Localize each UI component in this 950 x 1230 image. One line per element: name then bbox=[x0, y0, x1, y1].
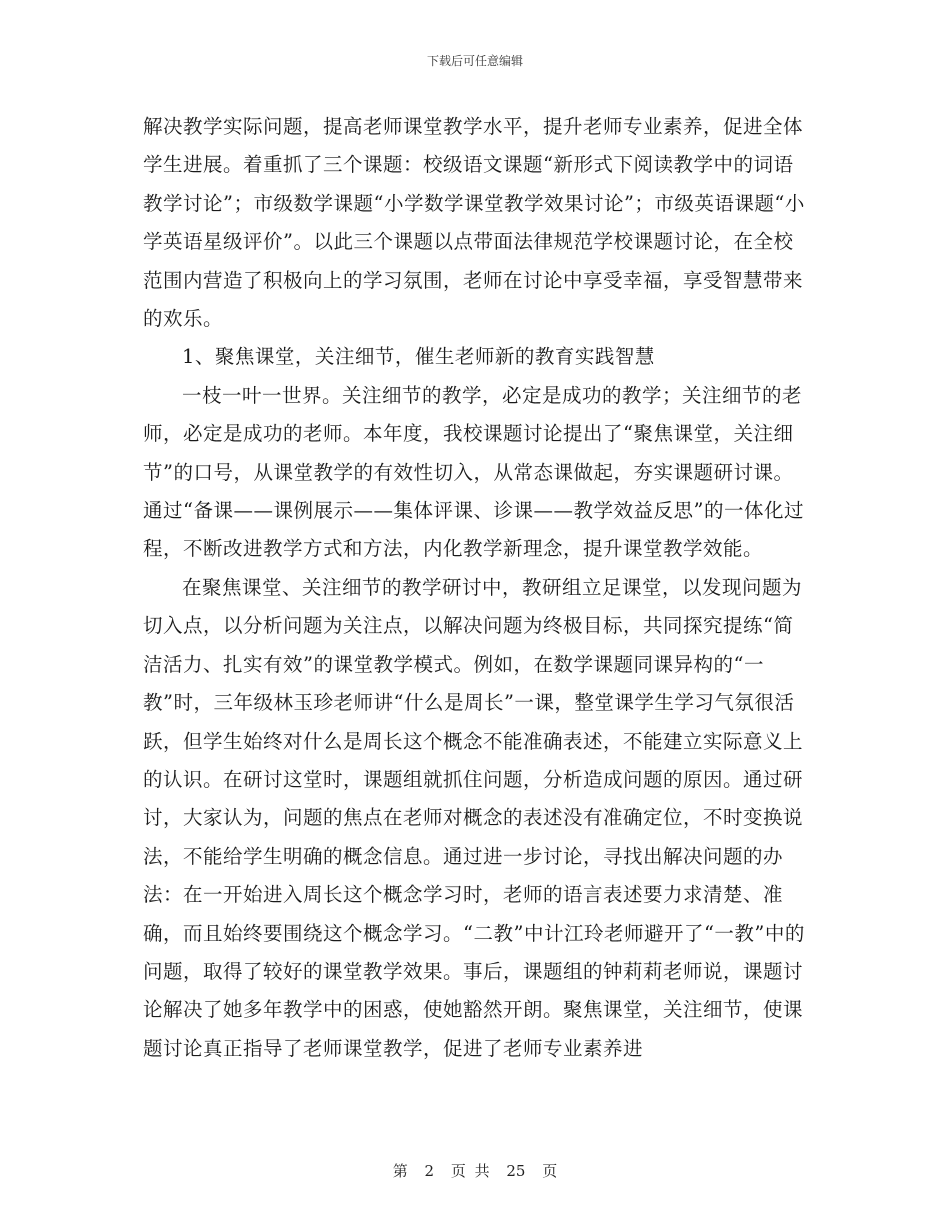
paragraph: 一枝一叶一世界。关注细节的教学，必定是成功的教学；关注细节的老师，必定是成功的老师。本年度，我校课题讨论提出了“聚焦课堂，关注细节”的口号，从课堂教学的有效性切入，从常态课做起，夯实课题研讨课。通过“备课——课例展示——集体评课、诊课——教学效益反思”的一体化过程，不断改进教学方式和方法，内化教学新理念，提升课堂教学效能。 bbox=[143, 383, 804, 561]
section-heading: 1、聚焦课堂，关注细节，催生老师新的教育实践智慧 bbox=[182, 345, 655, 369]
footer-suffix: 页 bbox=[542, 1162, 558, 1180]
footer-middle: 页 共 bbox=[450, 1162, 490, 1180]
page-footer bbox=[0, 1160, 950, 1181]
paragraph-continued: 解决教学实际问题，提高老师课堂教学水平，提升老师专业素养，促进全体学生进展。着重抓了三个课题：校级语文课题“新形式下阅读教学中的词语教学讨论”；市级数学课题“小学数学课堂教学效果讨论”；市级英语课题“小学英语星级评价”。以此三个课题以点带面法律规范学校课题讨论，在全校范围内营造了积极向上的学习氛围，老师在讨论中享受幸福，享受智慧带来的欢乐。 bbox=[143, 115, 805, 331]
paragraph: 在聚焦课堂、关注细节的教学研讨中，教研组立足课堂，以发现问题为切入点，以分析问题为关注点，以解决问题为终极目标，共同探究提练“简洁活力、扎实有效”的课堂教学模式。例如，在数学课题同课异构的“一教”时，三年级林玉珍老师讲“什么是周长”一课，整堂课学生学习气氛很活跃，但学生始终对什么是周长这个概念不能准确表述，不能建立实际意义上的认识。在研讨这堂时，课题组就抓住问题，分析造成问题的原因。通过研讨，大家认为，问题的焦点在老师对概念的表述没有准确定位，不时变换说法，不能给学生明确的概念信息。通过进一步讨论，寻找出解决问题的办法：在一开始进入周长这个概念学习时，老师的语言表述要力求清楚、准确，而且始终要围绕这个概念学习。“二教”中计江玲老师避开了“一教”中的问题，取得了较好的课堂教学效果。事后，课题组的钟莉莉老师说，课题讨论解决了她多年教学中的困惑，使她豁然开朗。聚焦课堂，关注细节，使课题讨论真正指导了老师课堂教学，促进了老师专业素养进 bbox=[143, 575, 805, 1060]
document-body bbox=[143, 108, 807, 1068]
footer-total-pages: 25 bbox=[506, 1162, 526, 1180]
page-header: 下载后可任意编辑 bbox=[426, 54, 523, 68]
footer-prefix: 第 bbox=[392, 1162, 408, 1180]
footer-page-number: 2 bbox=[424, 1162, 435, 1180]
